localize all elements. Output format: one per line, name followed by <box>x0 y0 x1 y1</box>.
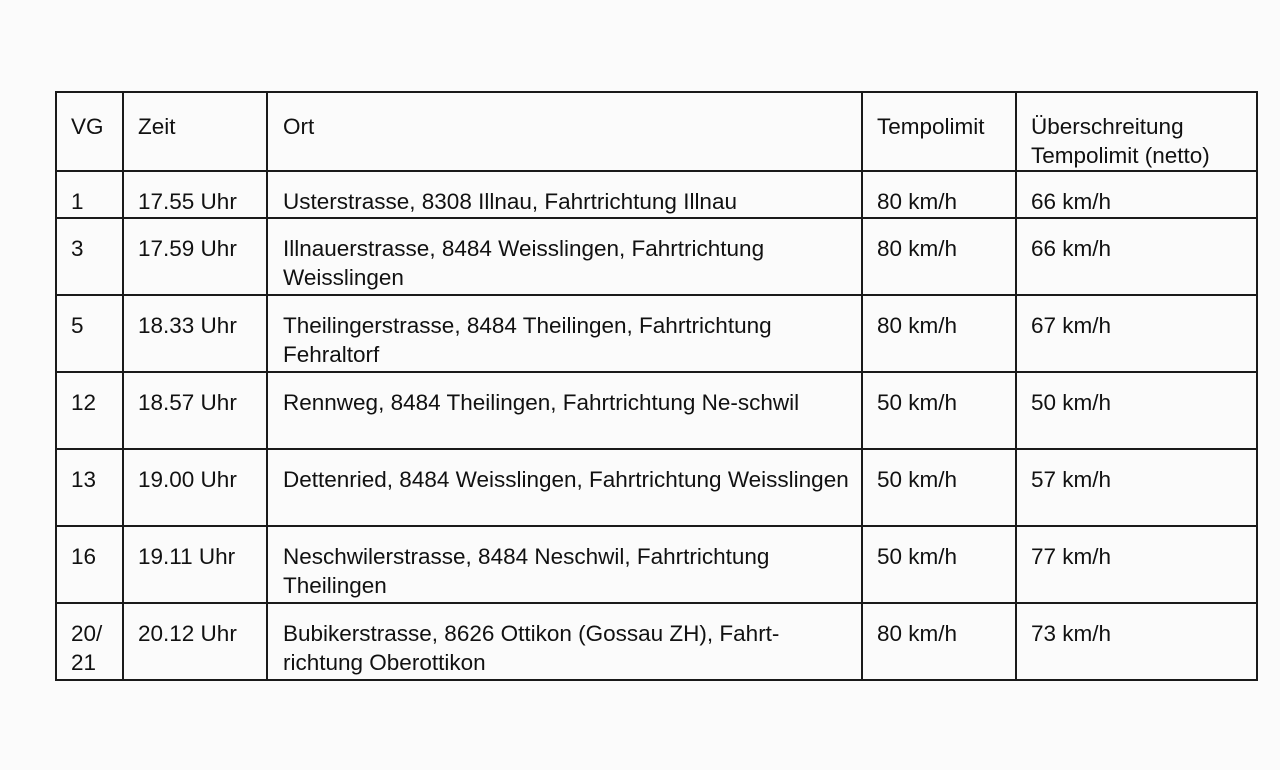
header-ueberschreitung-line1: Überschreitung <box>1031 114 1184 139</box>
cell-zeit: 18.33 Uhr <box>123 295 267 372</box>
cell-tempolimit: 80 km/h <box>862 603 1016 680</box>
header-tempolimit: Tempolimit <box>862 92 1016 171</box>
cell-tempolimit: 80 km/h <box>862 171 1016 218</box>
cell-ort: Bubikerstrasse, 8626 Ottikon (Gossau ZH), Fahrt-richtung Oberottikon <box>267 603 862 680</box>
cell-ueberschreitung: 50 km/h <box>1016 372 1257 449</box>
cell-ort-text: Rennweg, 8484 Theilingen, Fahrtrichtung Ne-schwil <box>283 390 800 415</box>
table-row <box>56 449 1257 526</box>
cell-zeit: 17.59 Uhr <box>123 218 267 295</box>
cell-ort: Usterstrasse, 8308 Illnau, Fahrtrichtung Illnau <box>267 171 862 218</box>
table-row <box>56 218 1257 295</box>
cell-tempolimit: 50 km/h <box>862 372 1016 449</box>
cell-ort: Illnauerstrasse, 8484 Weisslingen, Fahrtrichtung Weisslingen <box>267 218 862 295</box>
table-row <box>56 526 1257 603</box>
cell-zeit: 18.57 Uhr <box>123 372 267 449</box>
cell-ueberschreitung: 77 km/h <box>1016 526 1257 603</box>
cell-ueberschreitung: 67 km/h <box>1016 295 1257 372</box>
cell-zeit: 19.11 Uhr <box>123 526 267 603</box>
cell-ueberschreitung: 73 km/h <box>1016 603 1257 680</box>
cell-tempolimit: 80 km/h <box>862 218 1016 295</box>
cell-ort: Theilingerstrasse, 8484 Theilingen, Fahrtrichtung Fehraltorf <box>267 295 862 372</box>
speeding-table <box>55 91 1258 681</box>
cell-ort <box>267 372 862 449</box>
cell-vg: 16 <box>56 526 123 603</box>
header-ort: Ort <box>267 92 862 171</box>
cell-ort: Neschwilerstrasse, 8484 Neschwil, Fahrtrichtung Theilingen <box>267 526 862 603</box>
header-ueberschreitung-line2: Tempolimit (netto) <box>1031 143 1210 168</box>
cell-zeit: 17.55 Uhr <box>123 171 267 218</box>
table-row <box>56 603 1257 680</box>
cell-ueberschreitung: 66 km/h <box>1016 171 1257 218</box>
table-header-row <box>56 92 1257 171</box>
cell-vg: 3 <box>56 218 123 295</box>
cell-zeit: 20.12 Uhr <box>123 603 267 680</box>
cell-ueberschreitung: 66 km/h <box>1016 218 1257 295</box>
cell-ueberschreitung: 57 km/h <box>1016 449 1257 526</box>
cell-tempolimit: 80 km/h <box>862 295 1016 372</box>
cell-tempolimit: 50 km/h <box>862 526 1016 603</box>
cell-zeit: 19.00 Uhr <box>123 449 267 526</box>
cell-ort: Dettenried, 8484 Weisslingen, Fahrtrichtung Weisslingen <box>267 449 862 526</box>
cell-vg: 13 <box>56 449 123 526</box>
cell-vg: 12 <box>56 372 123 449</box>
table-row <box>56 295 1257 372</box>
cell-vg: 20/ 21 <box>56 603 123 680</box>
header-vg: VG <box>56 92 123 171</box>
table-row <box>56 372 1257 449</box>
header-ueberschreitung <box>1016 92 1257 171</box>
header-zeit: Zeit <box>123 92 267 171</box>
cell-vg: 1 <box>56 171 123 218</box>
cell-tempolimit: 50 km/h <box>862 449 1016 526</box>
table-row <box>56 171 1257 218</box>
cell-vg: 5 <box>56 295 123 372</box>
